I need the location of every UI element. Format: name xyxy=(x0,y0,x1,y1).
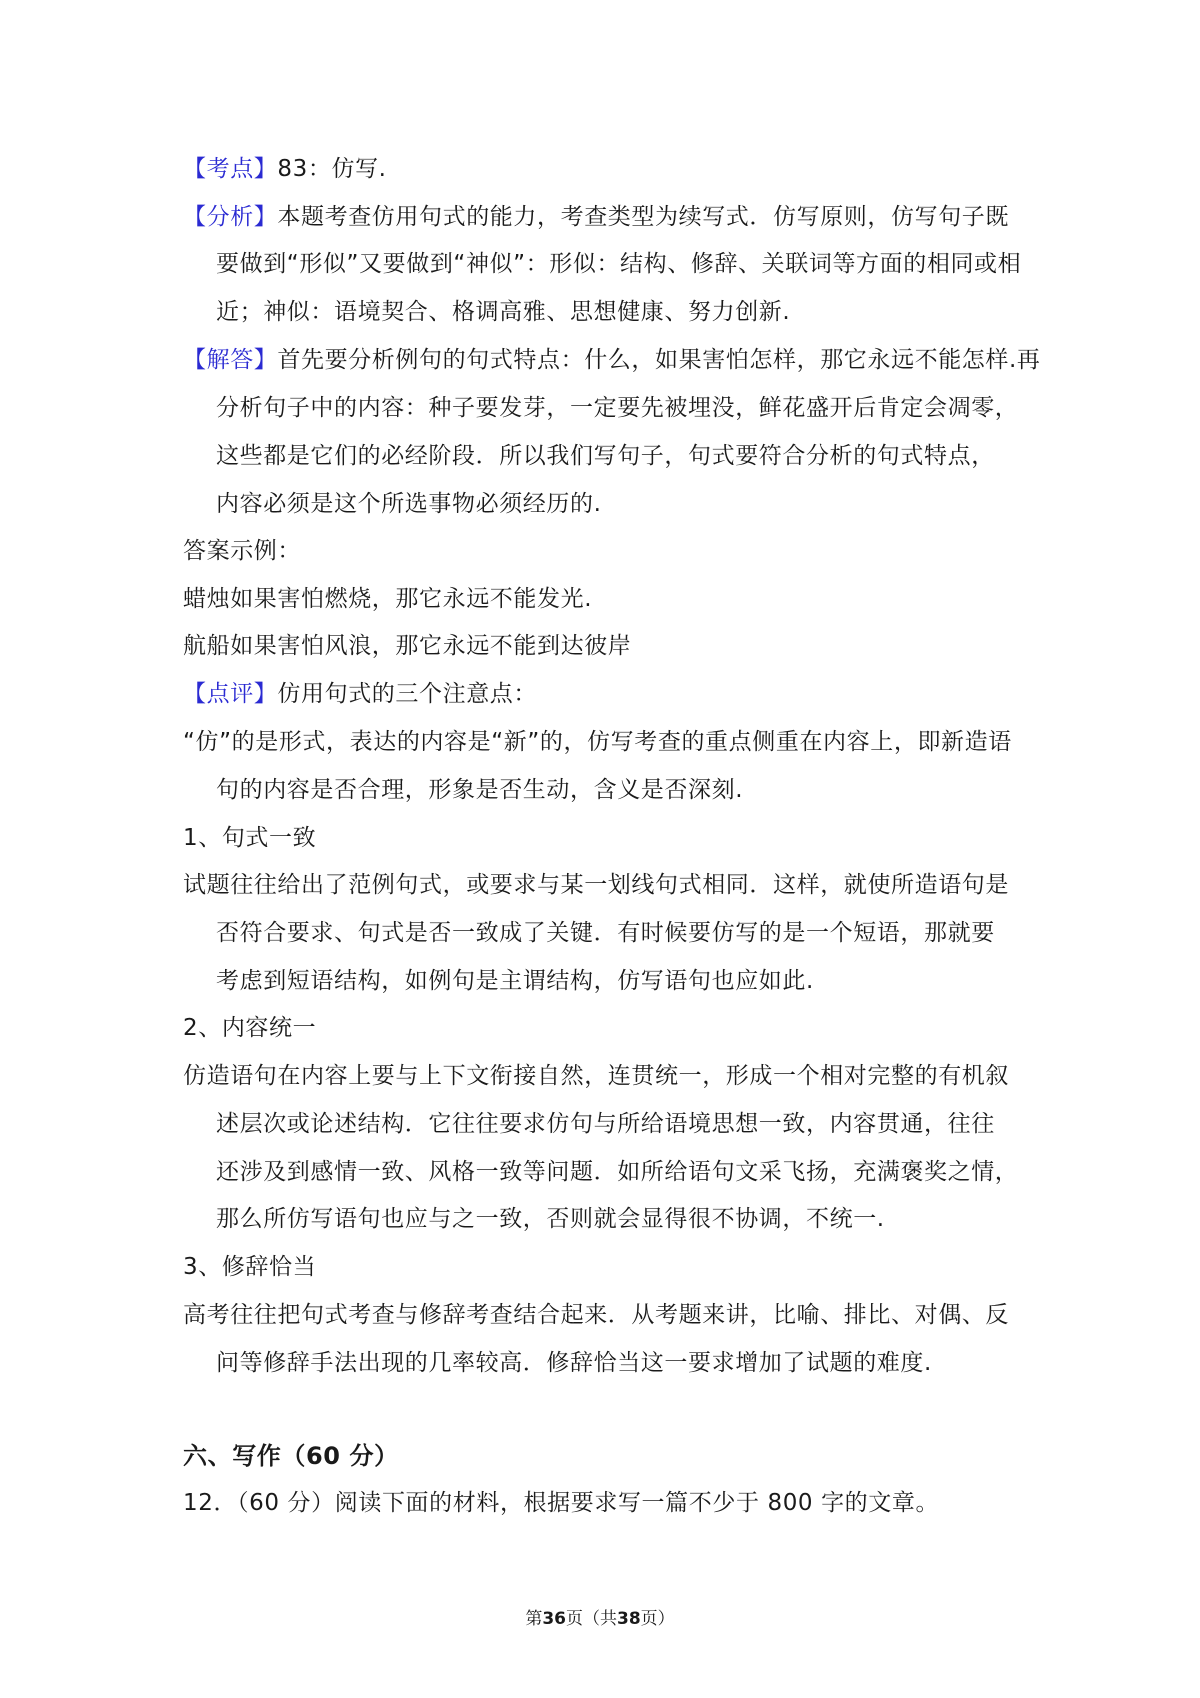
point-2-line-1: 仿造语句在内容上要与上下文衔接自然，连贯统一，形成一个相对完整的有机叙 xyxy=(183,1063,1009,1089)
point-2-line-3: 还涉及到感情一致、风格一致等问题．如所给语句文采飞扬，充满褒奖之情， xyxy=(216,1159,1019,1185)
jieda-line-2: 分析句子中的内容：种子要发芽，一定要先被埋没，鲜花盛开后肯定会凋零， xyxy=(216,395,1019,421)
kaodian-tag: 【考点】 xyxy=(183,156,278,182)
fenxi-line-3: 近；神似：语境契合、格调高雅、思想健康、努力创新. xyxy=(216,299,791,325)
point-1-line-1: 试题往往给出了范例句式，或要求与某一划线句式相同．这样，就使所造语句是 xyxy=(183,872,1009,898)
footer-post: 页） xyxy=(640,1609,675,1629)
page-footer xyxy=(0,1604,1200,1629)
fenxi-tag: 【分析】 xyxy=(183,204,278,230)
dianping-text-2: 句的内容是否合理，形象是否生动，含义是否深刻. xyxy=(216,777,744,803)
footer-pre: 第 xyxy=(525,1609,543,1629)
point-2-line-2: 述层次或论述结构．它往往要求仿句与所给语境思想一致，内容贯通，往往 xyxy=(216,1111,995,1137)
point-3-heading: 3、修辞恰当 xyxy=(183,1254,317,1280)
point-1-line-2: 否符合要求、句式是否一致成了关键．有时候要仿写的是一个短语，那就要 xyxy=(216,920,995,946)
jieda-text-1: 首先要分析例句的句式特点：什么，如果害怕怎样，那它永远不能怎样.再 xyxy=(277,347,1041,373)
point-2-line-4: 那么所仿写语句也应与之一致，否则就会显得很不协调，不统一. xyxy=(216,1206,885,1232)
answer-label: 答案示例： xyxy=(183,538,301,564)
footer-mid: 页（共 xyxy=(566,1609,617,1629)
point-1-line-3: 考虑到短语结构，如例句是主谓结构，仿写语句也应如此. xyxy=(216,968,814,994)
dianping-tag: 【点评】 xyxy=(183,681,278,707)
footer-total-pages: 38 xyxy=(617,1609,641,1629)
kaodian-line xyxy=(183,158,387,181)
jieda-line-4: 内容必须是这个所选事物必须经历的. xyxy=(216,491,602,517)
section-6-title: 六、写作（60 分） xyxy=(183,1442,399,1470)
point-1-heading: 1、句式一致 xyxy=(183,825,317,851)
dianping-intro: 仿用句式的三个注意点： xyxy=(277,681,538,707)
jieda-tag: 【解答】 xyxy=(183,347,278,373)
point-3-line-1: 高考往往把句式考查与修辞考查结合起来．从考题来讲，比喻、排比、对偶、反 xyxy=(183,1302,1009,1328)
fenxi-line-1 xyxy=(183,206,1009,229)
footer-page-number: 36 xyxy=(542,1609,566,1629)
jieda-line-1 xyxy=(183,349,1041,372)
point-3-line-2: 问等修辞手法出现的几率较高．修辞恰当这一要求增加了试题的难度. xyxy=(216,1350,932,1376)
point-2-heading: 2、内容统一 xyxy=(183,1015,317,1041)
answer-example-2: 航船如果害怕风浪，那它永远不能到达彼岸 xyxy=(183,633,632,659)
answer-example-1: 蜡烛如果害怕燃烧，那它永远不能发光. xyxy=(183,586,593,612)
dianping-text-1: “仿”的是形式，表达的内容是“新”的，仿写考查的重点侧重在内容上，即新造语 xyxy=(183,729,1012,755)
fenxi-text-1: 本题考查仿用句式的能力，考查类型为续写式．仿写原则，仿写句子既 xyxy=(277,204,1010,230)
jieda-line-3: 这些都是它们的必经阶段．所以我们写句子，句式要符合分析的句式特点， xyxy=(216,443,995,469)
fenxi-line-2: 要做到“形似”又要做到“神似”：形似：结构、修辞、关联词等方面的相同或相 xyxy=(216,251,1022,277)
dianping-line xyxy=(183,683,537,706)
kaodian-text: 83：仿写. xyxy=(277,156,387,182)
question-12: 12．（60 分）阅读下面的材料，根据要求写一篇不少于 800 字的文章。 xyxy=(183,1490,940,1516)
